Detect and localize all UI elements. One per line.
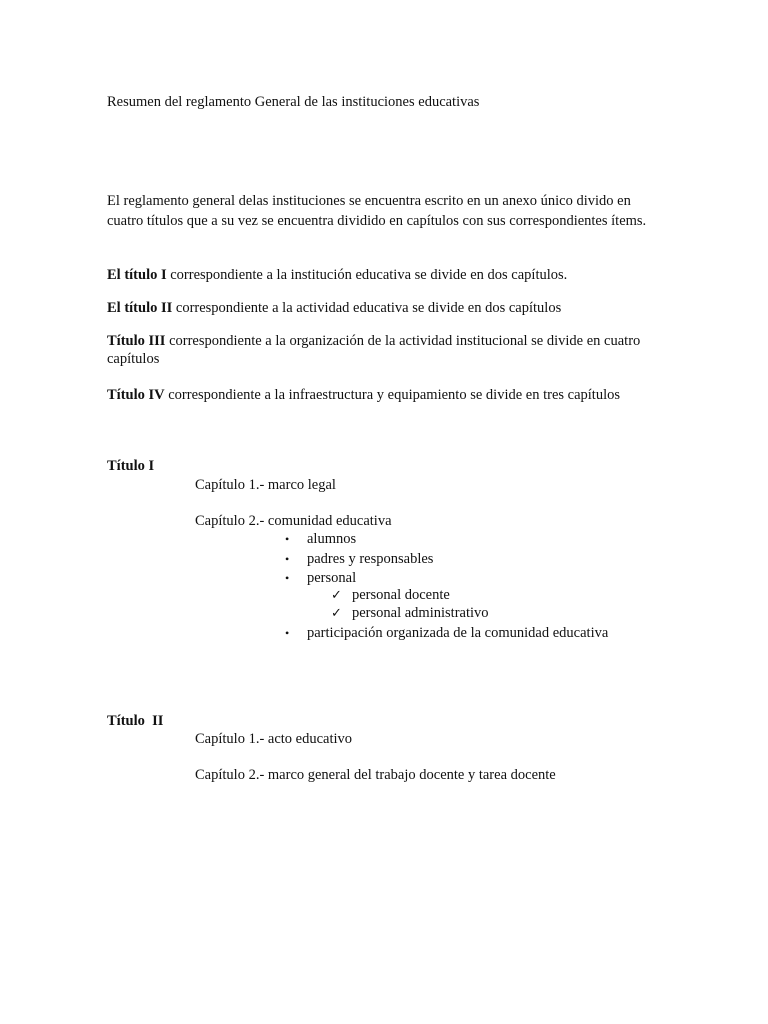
summary-titulo-1-label: El título I [107, 267, 167, 283]
sublist-item-label: personal administrativo [352, 605, 489, 621]
list-item-personal [285, 569, 357, 587]
intro-paragraph: El reglamento general delas instituciones se encuentra escrito en un anexo único divido en cuatro títulos que a su vez se encuentra dividido en capítulos con sus correspondientes ítems. [107, 193, 647, 229]
summary-titulo-4-label: Título IV [107, 387, 165, 403]
summary-titulo-3-text: correspondiente a la organización de la actividad institucional se divide en cuatro capítulos [107, 333, 641, 367]
summary-titulo-3 [107, 332, 672, 368]
summary-titulo-1 [107, 266, 567, 284]
list-item-label: padres y responsables [307, 551, 434, 567]
bullet-icon: • [285, 571, 290, 585]
summary-titulo-4 [107, 386, 620, 404]
summary-titulo-3-label: Título III [107, 333, 166, 349]
sublist-item-personal-docente [331, 586, 450, 604]
summary-titulo-2 [107, 299, 561, 317]
bullet-icon: • [285, 626, 290, 640]
list-item-alumnos [285, 530, 357, 548]
bullet-icon: • [285, 532, 290, 546]
summary-titulo-4-text: correspondiente a la infraestructura y equipamiento se divide en tres capítulos [164, 387, 621, 403]
list-item-label: alumnos [307, 531, 357, 547]
checkmark-icon: ✓ [331, 587, 342, 602]
titulo-2-capitulo-2: Capítulo 2.- marco general del trabajo docente y tarea docente [195, 767, 556, 783]
list-item-label: personal [307, 570, 357, 586]
checkmark-icon: ✓ [331, 605, 342, 620]
document-title: Resumen del reglamento General de las instituciones educativas [107, 94, 480, 110]
titulo-2-capitulo-1: Capítulo 1.- acto educativo [195, 731, 353, 747]
summary-titulo-2-label: El título II [107, 300, 173, 316]
list-item-label: participación organizada de la comunidad educativa [307, 625, 609, 641]
summary-titulo-2-text: correspondiente a la actividad educativa se divide en dos capítulos [172, 300, 562, 316]
list-item-padres [285, 550, 434, 568]
summary-titulo-1-text: correspondiente a la institución educativa se divide en dos capítulos. [166, 267, 568, 283]
titulo-1-heading [107, 457, 154, 475]
sublist-item-label: personal docente [352, 587, 450, 603]
bullet-icon: • [285, 552, 290, 566]
titulo-2-heading-text: Título II [107, 713, 164, 729]
sublist-item-personal-administrativo [331, 604, 489, 622]
titulo-2-heading [107, 712, 163, 730]
titulo-1-capitulo-2: Capítulo 2.- comunidad educativa [195, 513, 392, 529]
titulo-1-capitulo-1: Capítulo 1.- marco legal [195, 477, 336, 493]
titulo-1-heading-text: Título I [107, 458, 155, 474]
list-item-participacion [285, 624, 609, 642]
